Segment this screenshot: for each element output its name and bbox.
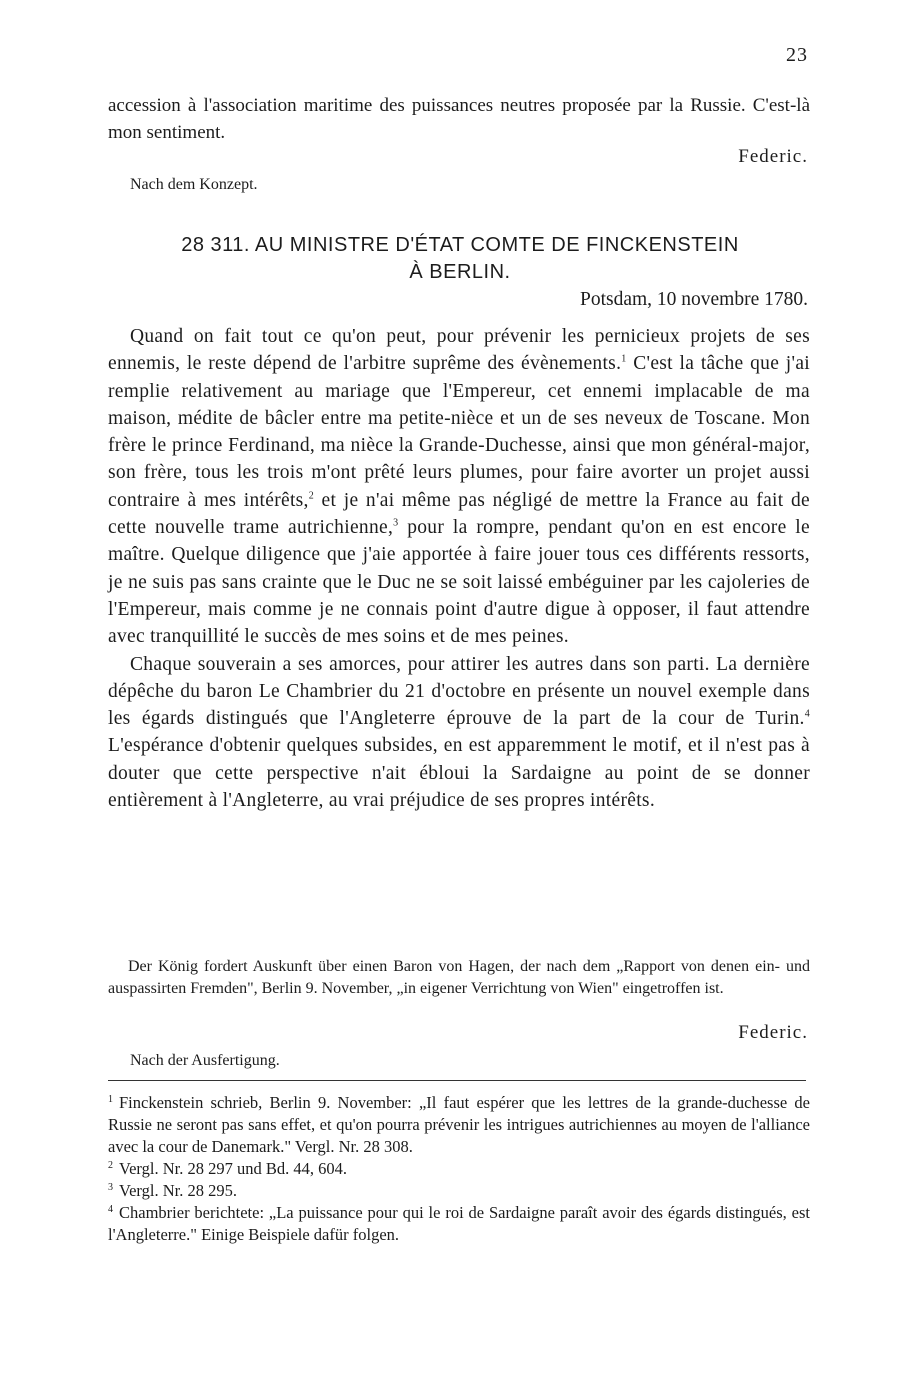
p1-sentence-3: et je n'ai même pas négligé de mettre la France au fait de cette nouvelle trame autrichienne, [108, 489, 810, 539]
footnote-divider [108, 1080, 806, 1081]
signature-2: Federic. [738, 1022, 808, 1043]
heading-line-2: À BERLIN. [409, 261, 511, 283]
editor-summary: Der König fordert Auskunft über einen Baron von Hagen, der nach dem „Rapport von denen ein- und auspassirten Fremden", Berlin 9. November, „in eigener Verrichtung von Wien" eingetroffen ist. [108, 958, 810, 997]
letter-body [108, 323, 810, 814]
footnote-text: Vergl. Nr. 28 295. [119, 1181, 237, 1200]
source-note-2: Nach der Ausfertigung. [130, 1052, 280, 1069]
footnote-text: Vergl. Nr. 28 297 und Bd. 44, 604. [119, 1159, 347, 1178]
footnote-mark: 4 [108, 1203, 113, 1215]
footnote-ref-3: 3 [393, 517, 399, 529]
p1-sentence-2: C'est la tâche que j'ai remplie relativement au mariage que l'Empereur, cet ennemi implacable de ma maison, médite de bâcler entre ma petite-nièce et un de ses neveux de Toscane. Mon frère le prince Ferdinand, ma nièce la Grande-Duchesse, ainsi que mon général-major, son frère, tous les trois m'ont prêté leurs plumes, pour faire avorter un projet aussi contraire à mes intérêts, [108, 353, 810, 511]
footnote-text: Finckenstein schrieb, Berlin 9. November: „Il faut espérer que les lettres de la grande-duchesse de Russie ne seront pas sans effet, et qu'on pourra prévenir les intrigues autrichiennes au moyen de l'alliance avec la cour de Danemark." Vergl. Nr. 28 308. [108, 1093, 810, 1156]
signature-1: Federic. [738, 146, 808, 167]
footnote-mark: 2 [108, 1159, 113, 1171]
footnote-mark: 1 [108, 1093, 113, 1105]
dateline: Potsdam, 10 novembre 1780. [579, 289, 808, 310]
source-note-1: Nach dem Konzept. [130, 176, 258, 193]
footnote-1 [108, 1092, 810, 1158]
footnote-ref-1: 1 [621, 353, 627, 365]
footnote-ref-2: 2 [308, 490, 315, 502]
footnote-ref-4: 4 [804, 708, 810, 720]
p2-sentence-1: Chaque souverain a ses amorces, pour attirer les autres dans son parti. La dernière dépêche du baron Le Chambrier du 21 d'octobre en présente un nouvel exemple dans les égards distingués que l'Angleterre éprouve de la part de la cour de Turin. [108, 653, 810, 730]
footnote-mark: 3 [108, 1181, 113, 1193]
p1-sentence-4: pour la rompre, pendant qu'on en est encore le maître. Quelque diligence que j'aie apportée à faire jouer tous ces différents ressorts, je ne suis pas sans crainte que le Duc ne se soit laissé embéguiner par les cajoleries de l'Empereur, mais comme je ne connais point d'autre digue à opposer, il faut attendre avec tranquillité le succès de mes soins et de mes peines. [108, 517, 810, 648]
paragraph-1 [108, 323, 810, 651]
paragraph-2 [108, 651, 810, 815]
footnote-4 [108, 1202, 810, 1246]
footnote-2 [108, 1158, 810, 1180]
footnote-3 [108, 1180, 810, 1202]
footnote-text: Chambrier berichtete: „La puissance pour qui le roi de Sardaigne paraît avoir des égards distingués, est l'Angleterre." Einige Beispiele dafür folgen. [108, 1203, 810, 1244]
page-number: 23 [786, 44, 808, 66]
letter-heading [130, 232, 790, 286]
continuation-text: accession à l'association maritime des puissances neutres proposée par la Russie. C'est-là mon sentiment. [108, 95, 810, 143]
p1-sentence-1: Quand on fait tout ce qu'on peut, pour prévenir les pernicieux projets de ses ennemis, le reste dépend de l'arbitre suprême des évènements. [108, 326, 810, 375]
heading-line-1: 28 311. AU MINISTRE D'ÉTAT COMTE DE FINCKENSTEIN [181, 234, 739, 256]
footnotes [108, 1092, 810, 1246]
p2-sentence-2: L'espérance d'obtenir quelques subsides, en est apparemment le motif, et il n'est pas à douter que cette perspective n'ait ébloui la Sardaigne au point de se donner entièrement à l'Angleterre, au vrai préjudice de ses propres intérêts. [108, 735, 810, 812]
